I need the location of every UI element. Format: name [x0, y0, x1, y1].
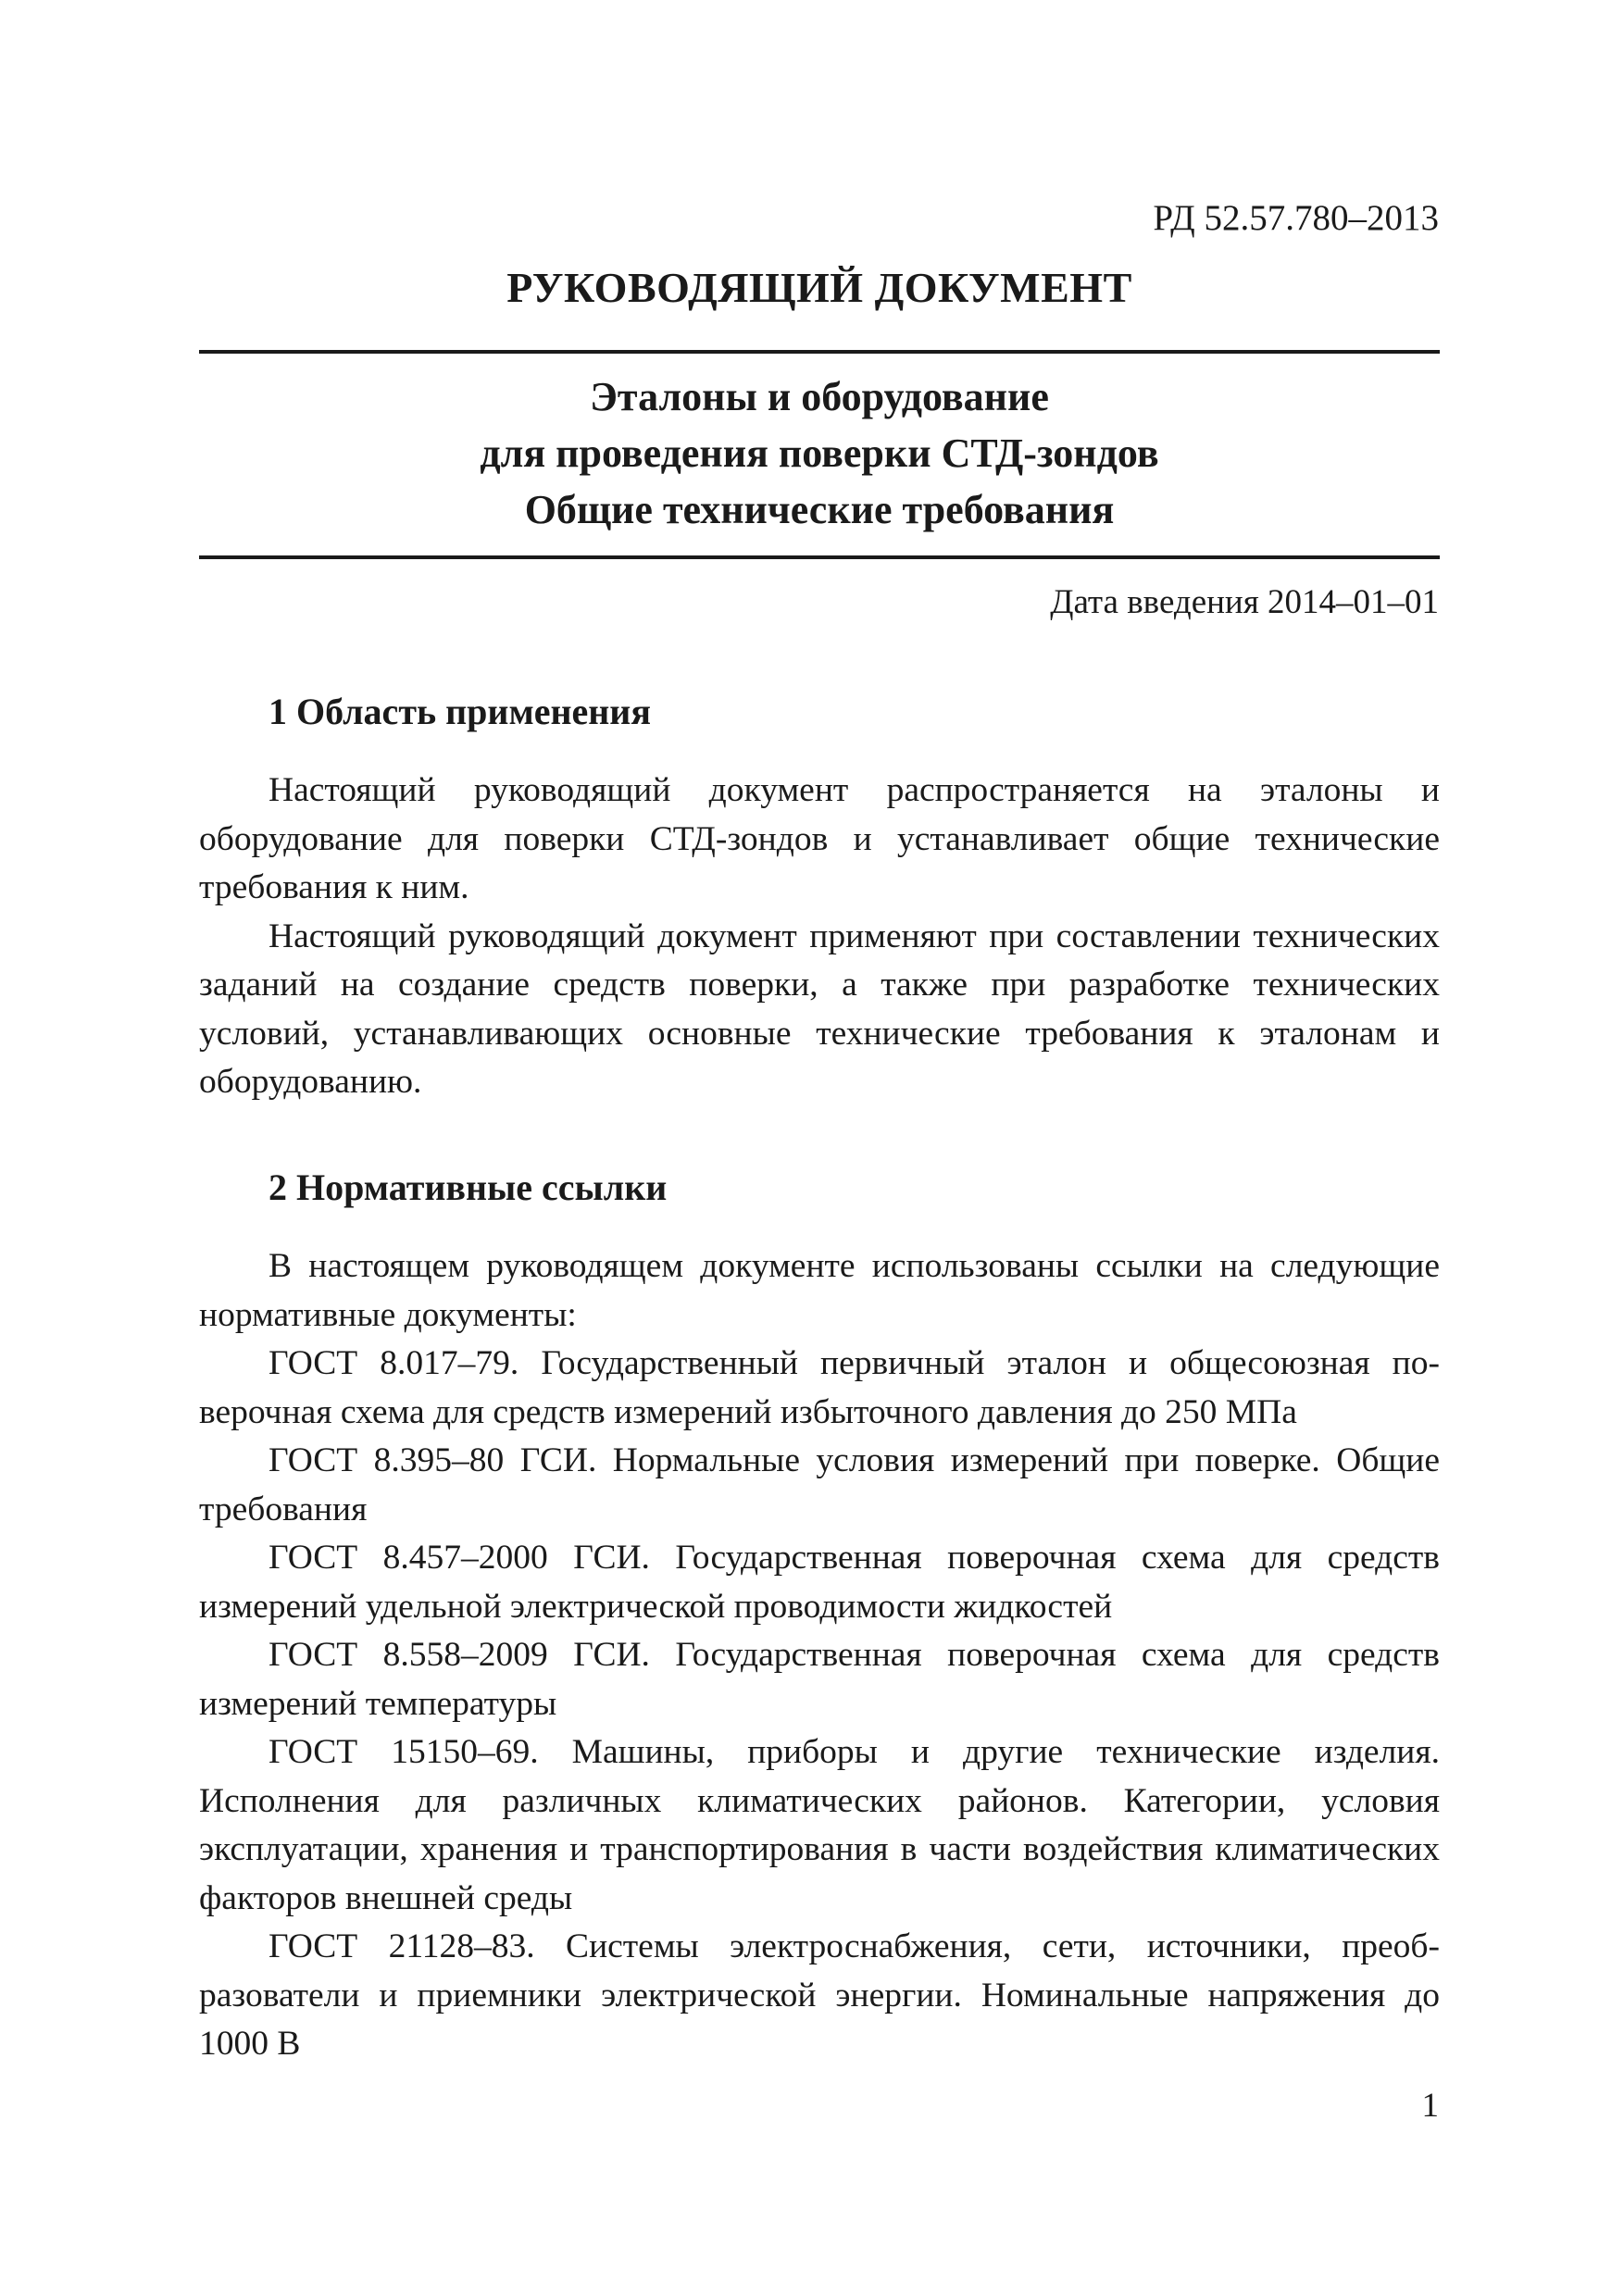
section-body-scope: [199, 767, 1440, 1107]
title-line: для проведения поверки СТД-зондов: [480, 430, 1159, 476]
reference-item: ГОСТ 8.017–79. Государственный первичный эталон и общесоюзная поверочная схема для средств измерений избыточного давления до 250 МПа: [199, 1344, 1440, 1431]
section-heading-scope: 1 Область применения: [269, 691, 651, 732]
document-code: РД 52.57.780–2013: [1153, 198, 1439, 238]
section-heading-normative-references: 2 Нормативные ссылки: [269, 1166, 668, 1208]
reference-item: ГОСТ 21128–83. Системы электроснабжения, сети, источники, преобразователи и приемники электрической энергии. Номинальные напряжения до 1000 В: [199, 1927, 1440, 2063]
introduction-date: Дата введения 2014–01–01: [1050, 583, 1439, 621]
reference-item: ГОСТ 8.457–2000 ГСИ. Государственная поверочная схема для средств измерений удельной электрической проводимости жидкостей: [199, 1539, 1440, 1626]
title-line: Общие технические требования: [524, 487, 1115, 532]
document-title: [199, 368, 1440, 538]
paragraph: Настоящий руководящий документ применяют при составлении технических заданий на создание средств поверки, а также при разработке технических условий, устанавливающих основные технические требования к эталонам и оборудованию.: [199, 917, 1440, 1101]
page-number: 1: [1421, 2087, 1439, 2125]
reference-item: ГОСТ 8.395–80 ГСИ. Нормальные условия измерений при поверке. Общие требования: [199, 1441, 1440, 1528]
section-body-normative-references: [199, 1242, 1440, 2069]
paragraph: В настоящем руководящем документе использованы ссылки на следующие нормативные документы:: [199, 1247, 1440, 1334]
title-bottom-rule: [199, 555, 1440, 559]
title-top-rule: [199, 350, 1440, 354]
title-line: Эталоны и оборудование: [590, 374, 1049, 419]
reference-item: ГОСТ 15150–69. Машины, приборы и другие технические изделия. Исполнения для различных климатических районов. Категории, условия эксплуатации, хранения и транспортирования в части воздействия климатических факторов внешней среды: [199, 1733, 1440, 1917]
paragraph: Настоящий руководящий документ распространяется на эталоны и оборудование для поверки СТД-зондов и устанавливает общие технические требования к ним.: [199, 771, 1440, 906]
reference-item: ГОСТ 8.558–2009 ГСИ. Государственная поверочная схема для средств измерений температуры: [199, 1636, 1440, 1723]
document-type-heading: РУКОВОДЯЩИЙ ДОКУМЕНТ: [506, 264, 1132, 311]
